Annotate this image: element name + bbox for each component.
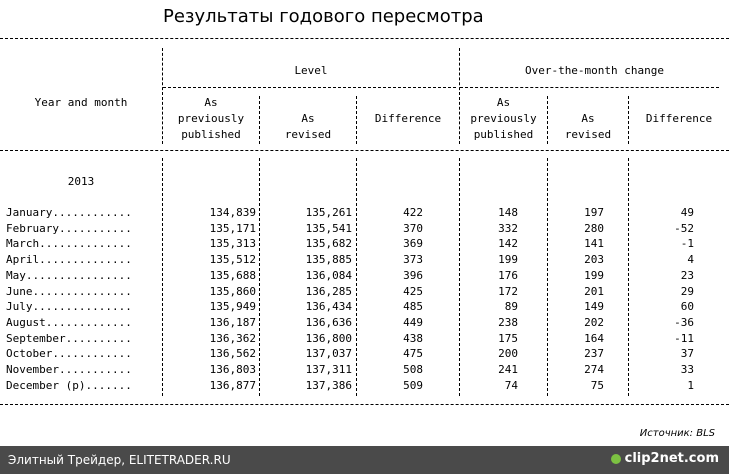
top-rule (0, 38, 729, 39)
header-otm-diff: Difference (645, 112, 713, 125)
cell-or: 141 (584, 237, 604, 251)
cell-od: 1 (687, 378, 694, 392)
cell-month: May................ (6, 268, 132, 282)
cell-ld: 370 (403, 221, 423, 235)
cell-op: 89 (504, 300, 518, 314)
cell-lp: 134,839 (209, 206, 256, 219)
cell-op: 332 (498, 221, 518, 235)
header-otm: Over-the-month change (524, 64, 665, 77)
table-row (0, 253, 729, 269)
cell-lr: 137,311 (305, 363, 352, 376)
cell-or: 237 (584, 347, 604, 361)
cell-op: 199 (498, 253, 518, 267)
cell-lp: 136,187 (209, 315, 256, 329)
cell-od: 37 (680, 347, 694, 361)
table-row (0, 285, 729, 301)
cell-month: September.......... (6, 331, 132, 345)
cell-month: December (p)....... (6, 378, 132, 392)
cell-od: -52 (674, 221, 694, 235)
cell-lr: 135,541 (305, 221, 352, 235)
cell-or: 280 (584, 221, 604, 235)
cell-ld: 373 (403, 253, 423, 267)
cell-month: January............ (6, 206, 132, 219)
cell-ld: 508 (403, 363, 423, 376)
cell-lr: 135,885 (305, 253, 352, 267)
header-otm-revised: As revised (564, 112, 612, 141)
cell-or: 201 (584, 284, 604, 298)
header-rule (0, 150, 729, 151)
table-row (0, 269, 729, 285)
header-year-month: Year and month (34, 96, 128, 109)
cell-or: 75 (590, 378, 604, 392)
cell-or: 197 (584, 206, 604, 219)
bottom-rule (0, 404, 729, 405)
source-note: Источник: BLS (639, 428, 715, 439)
cell-or: 202 (584, 315, 604, 329)
cell-ld: 485 (403, 300, 423, 314)
cell-or: 274 (584, 363, 604, 376)
header-level-diff: Difference (374, 112, 442, 125)
cell-lr: 137,037 (305, 347, 352, 361)
cell-lp: 135,171 (209, 221, 256, 235)
cell-ld: 509 (403, 378, 423, 392)
cell-od: -1 (680, 237, 694, 251)
cell-lr: 135,682 (305, 237, 352, 251)
clip2net-logo (611, 451, 719, 466)
header-level-revised: As revised (284, 112, 332, 141)
footer-site: Элитный Трейдер, ELITETRADER.RU (8, 453, 231, 467)
cell-lr: 136,285 (305, 284, 352, 298)
cell-month: July............... (6, 300, 132, 314)
cell-lp: 135,949 (209, 300, 256, 314)
cell-or: 164 (584, 331, 604, 345)
cell-month: October............ (6, 347, 132, 361)
page-title: Результаты годового пересмотра (163, 6, 484, 27)
cell-lp: 136,803 (209, 363, 256, 376)
cell-lr: 137,386 (305, 378, 352, 392)
cell-lp: 135,313 (209, 237, 256, 251)
cell-od: 49 (680, 206, 694, 219)
logo-text: clip2net.com (624, 451, 719, 466)
cell-od: 60 (680, 300, 694, 314)
cell-od: -36 (674, 315, 694, 329)
table-row (0, 379, 729, 395)
cell-ld: 449 (403, 315, 423, 329)
cell-od: 23 (680, 268, 694, 282)
cell-lr: 136,084 (305, 268, 352, 282)
level-rule (163, 87, 456, 88)
cell-od: 29 (680, 284, 694, 298)
cell-month: April.............. (6, 253, 132, 267)
header-level-prev: As previously published (177, 96, 245, 141)
cell-lr: 136,800 (305, 331, 352, 345)
table-row (0, 316, 729, 332)
table-row (0, 206, 729, 222)
cell-op: 148 (498, 206, 518, 219)
footer-bar (0, 446, 729, 474)
cell-ld: 438 (403, 331, 423, 345)
cell-op: 172 (498, 284, 518, 298)
cell-od: 4 (687, 253, 694, 267)
table-row (0, 347, 729, 363)
cell-op: 176 (498, 268, 518, 282)
cell-op: 142 (498, 237, 518, 251)
cell-op: 238 (498, 315, 518, 329)
cell-lp: 136,362 (209, 331, 256, 345)
cell-op: 175 (498, 331, 518, 345)
cell-op: 74 (504, 378, 518, 392)
table-row (0, 222, 729, 238)
year-label: 2013 (67, 175, 95, 188)
cell-or: 149 (584, 300, 604, 314)
cell-ld: 425 (403, 284, 423, 298)
cell-month: August............. (6, 315, 132, 329)
cell-month: February........... (6, 221, 132, 235)
cell-lp: 135,860 (209, 284, 256, 298)
cell-lr: 135,261 (305, 206, 352, 219)
cell-lp: 136,877 (209, 378, 256, 392)
cell-month: March.............. (6, 237, 132, 251)
cell-lr: 136,636 (305, 315, 352, 329)
upload-icon (611, 454, 621, 464)
cell-op: 241 (498, 363, 518, 376)
cell-od: 33 (680, 363, 694, 376)
cell-od: -11 (674, 331, 694, 345)
cell-lp: 135,688 (209, 268, 256, 282)
cell-month: November........... (6, 363, 132, 376)
cell-lr: 136,434 (305, 300, 352, 314)
cell-month: June............... (6, 284, 132, 298)
cell-ld: 475 (403, 347, 423, 361)
cell-or: 203 (584, 253, 604, 267)
cell-lp: 136,562 (209, 347, 256, 361)
cell-op: 200 (498, 347, 518, 361)
table-row (0, 300, 729, 316)
cell-lp: 135,512 (209, 253, 256, 267)
cell-or: 199 (584, 268, 604, 282)
header-otm-prev: As previously published (470, 96, 537, 141)
cell-ld: 369 (403, 237, 423, 251)
cell-ld: 422 (403, 206, 423, 219)
table-row (0, 332, 729, 348)
otm-rule (460, 87, 719, 88)
cell-ld: 396 (403, 268, 423, 282)
header-level: Level (294, 64, 328, 77)
table-row (0, 363, 729, 379)
table-row (0, 237, 729, 253)
